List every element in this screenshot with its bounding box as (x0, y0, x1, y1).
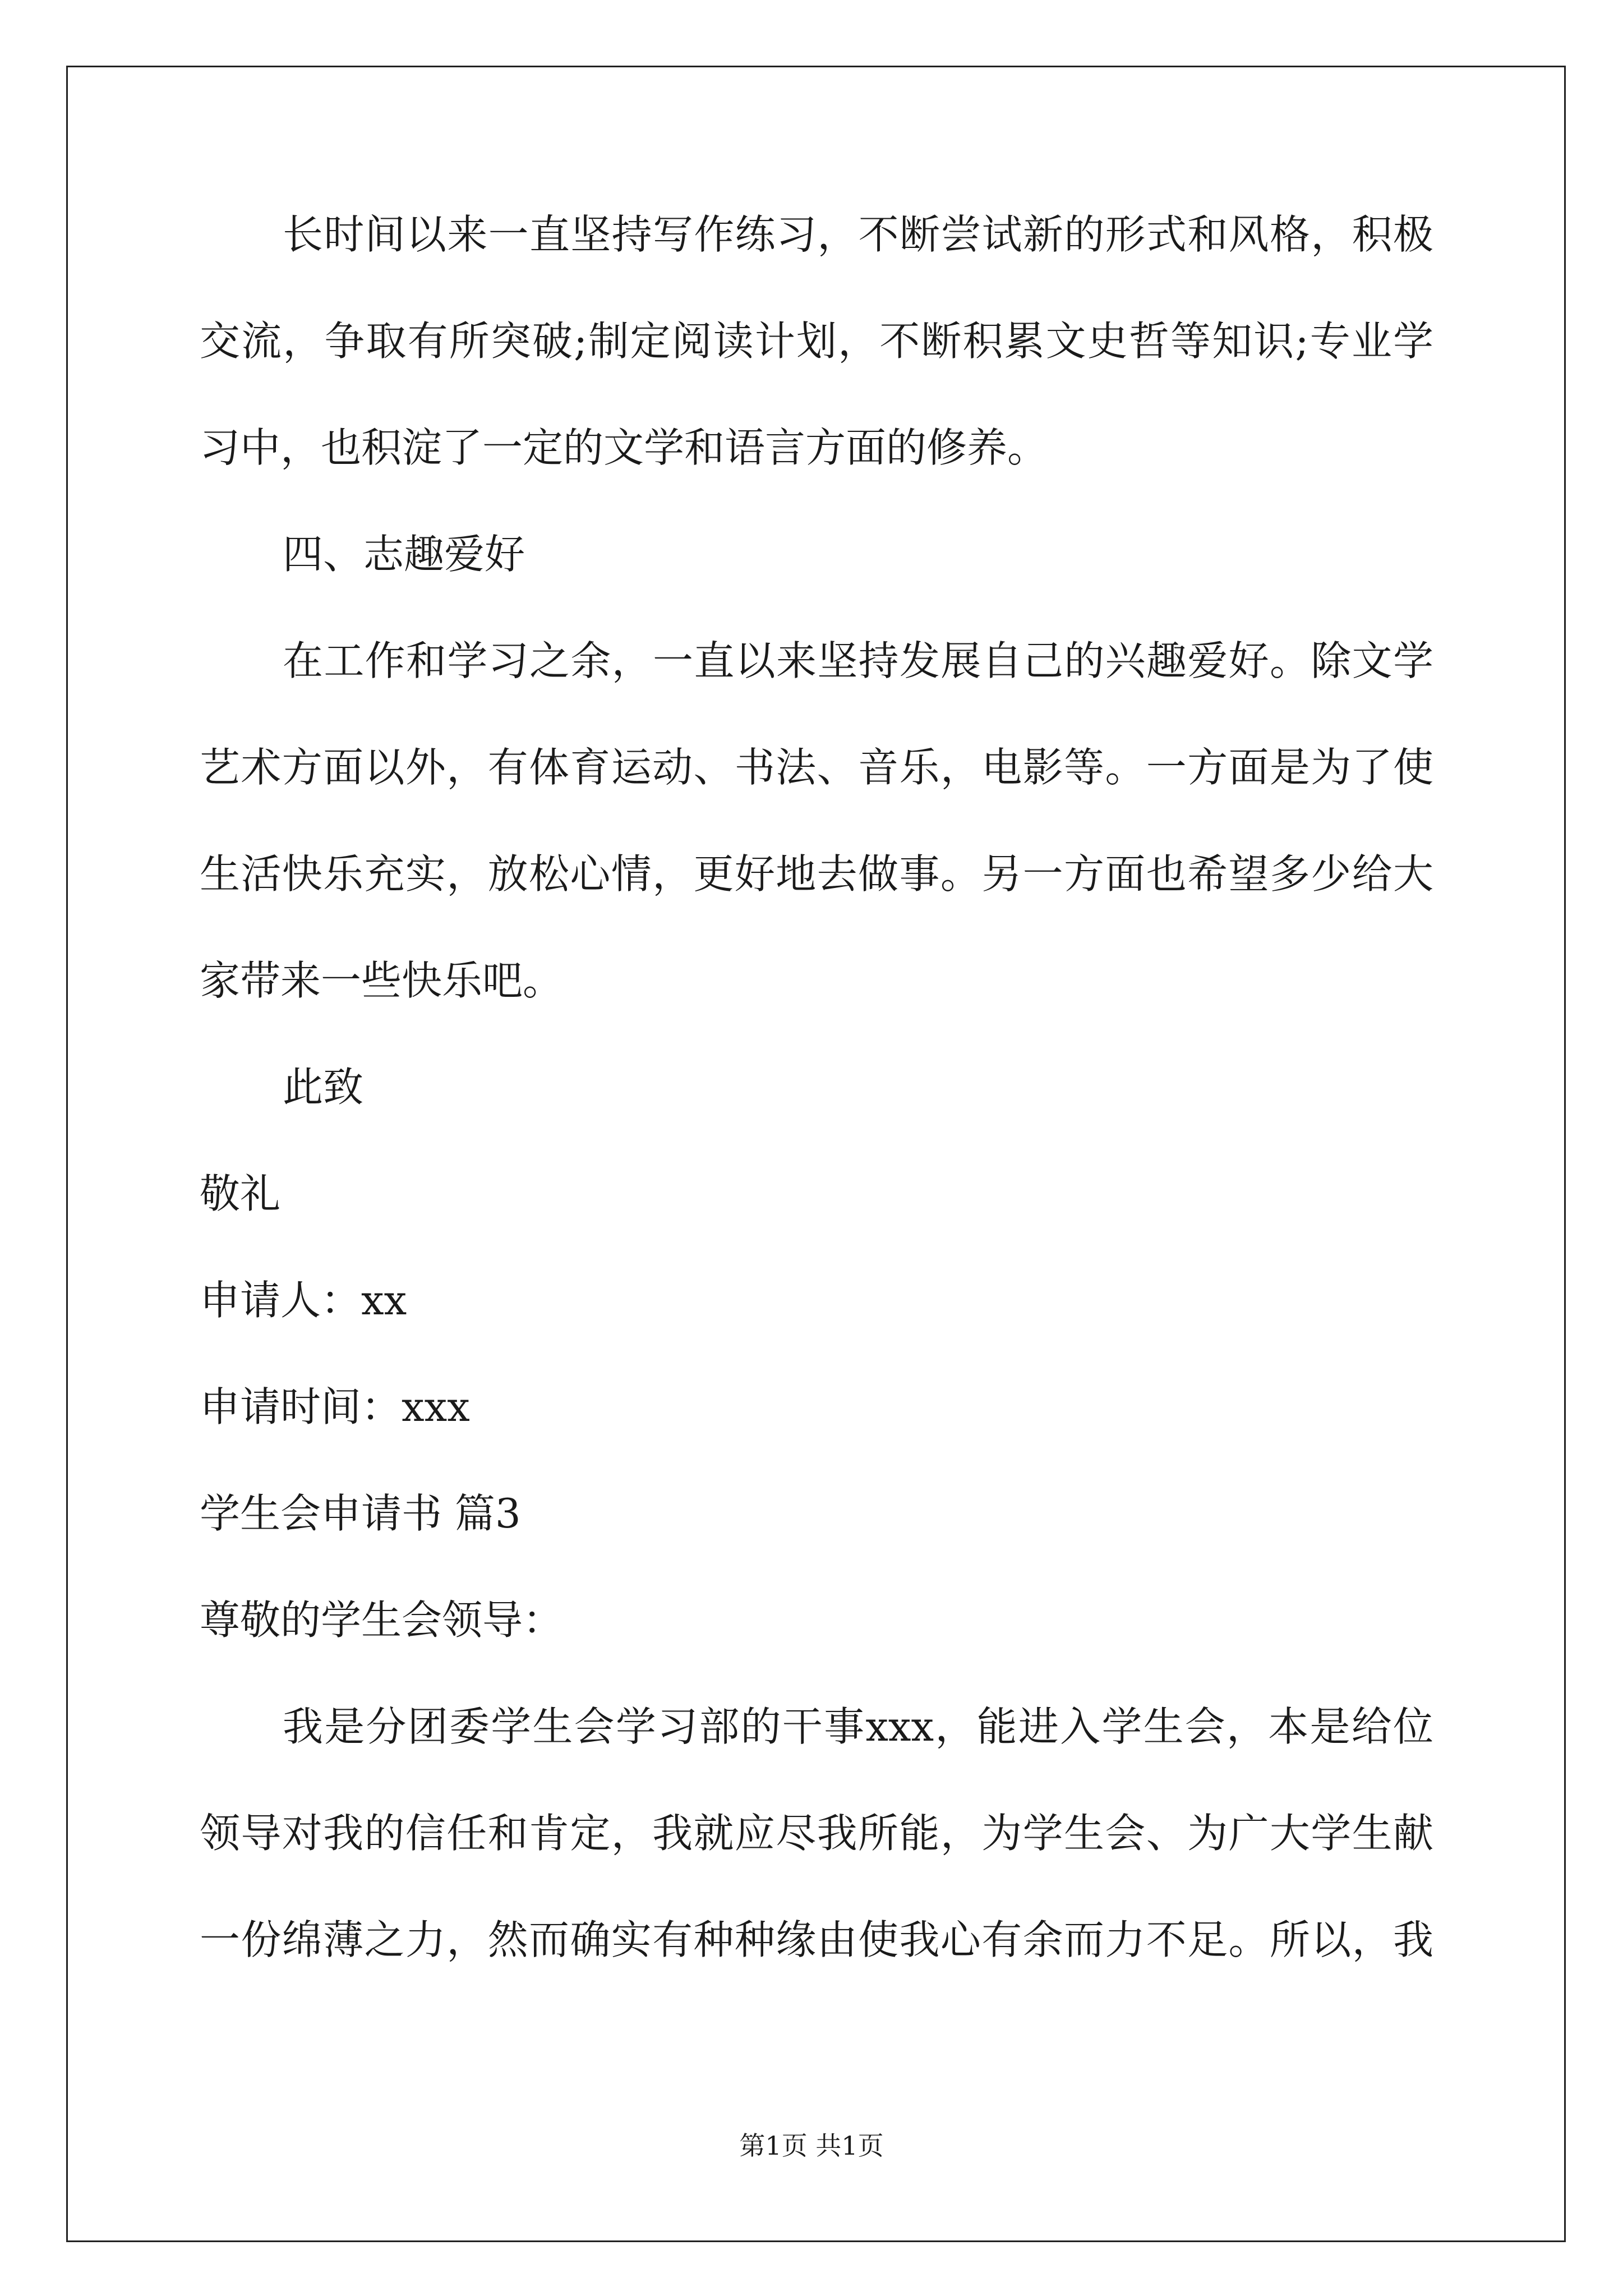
paragraph-line: 在工作和学习之余，一直以来坚持发展自己的兴趣爱好。除文学 (283, 637, 1433, 684)
greeting-line: 尊敬的学生会领导： (200, 1596, 564, 1644)
paragraph-line: 家带来一些快乐吧。 (200, 957, 564, 1004)
section-heading: 四、志趣爱好 (283, 531, 525, 578)
article-title: 学生会申请书 篇3 (200, 1490, 521, 1537)
paragraph-line: 领导对我的信任和肯定，我就应尽我所能，为学生会、为广大学生献 (200, 1810, 1433, 1857)
paragraph-line: 习中，也积淀了一定的文学和语言方面的修养。 (200, 424, 1048, 471)
page-footer: 第1页 共1页 (739, 2131, 884, 2161)
paragraph-line: 一份绵薄之力，然而确实有种种缘由使我心有余而力不足。所以，我 (200, 1916, 1433, 1963)
paragraph-line: 生活快乐充实，放松心情，更好地去做事。另一方面也希望多少给大 (200, 850, 1433, 898)
salutation-line: 敬礼 (200, 1170, 281, 1217)
applicant-line: 申请人：xx (200, 1277, 407, 1324)
date-line: 申请时间：xxx (200, 1383, 470, 1430)
paragraph-line: 长时间以来一直坚持写作练习，不断尝试新的形式和风格，积极 (283, 211, 1433, 258)
closing-line: 此致 (283, 1064, 364, 1111)
paragraph-line: 交流，争取有所突破;制定阅读计划，不断积累文史哲等知识;专业学 (200, 318, 1433, 365)
paragraph-line: 我是分团委学生会学习部的干事xxx，能进入学生会，本是给位 (283, 1703, 1433, 1750)
paragraph-line: 艺术方面以外，有体育运动、书法、音乐，电影等。一方面是为了使 (200, 744, 1433, 791)
